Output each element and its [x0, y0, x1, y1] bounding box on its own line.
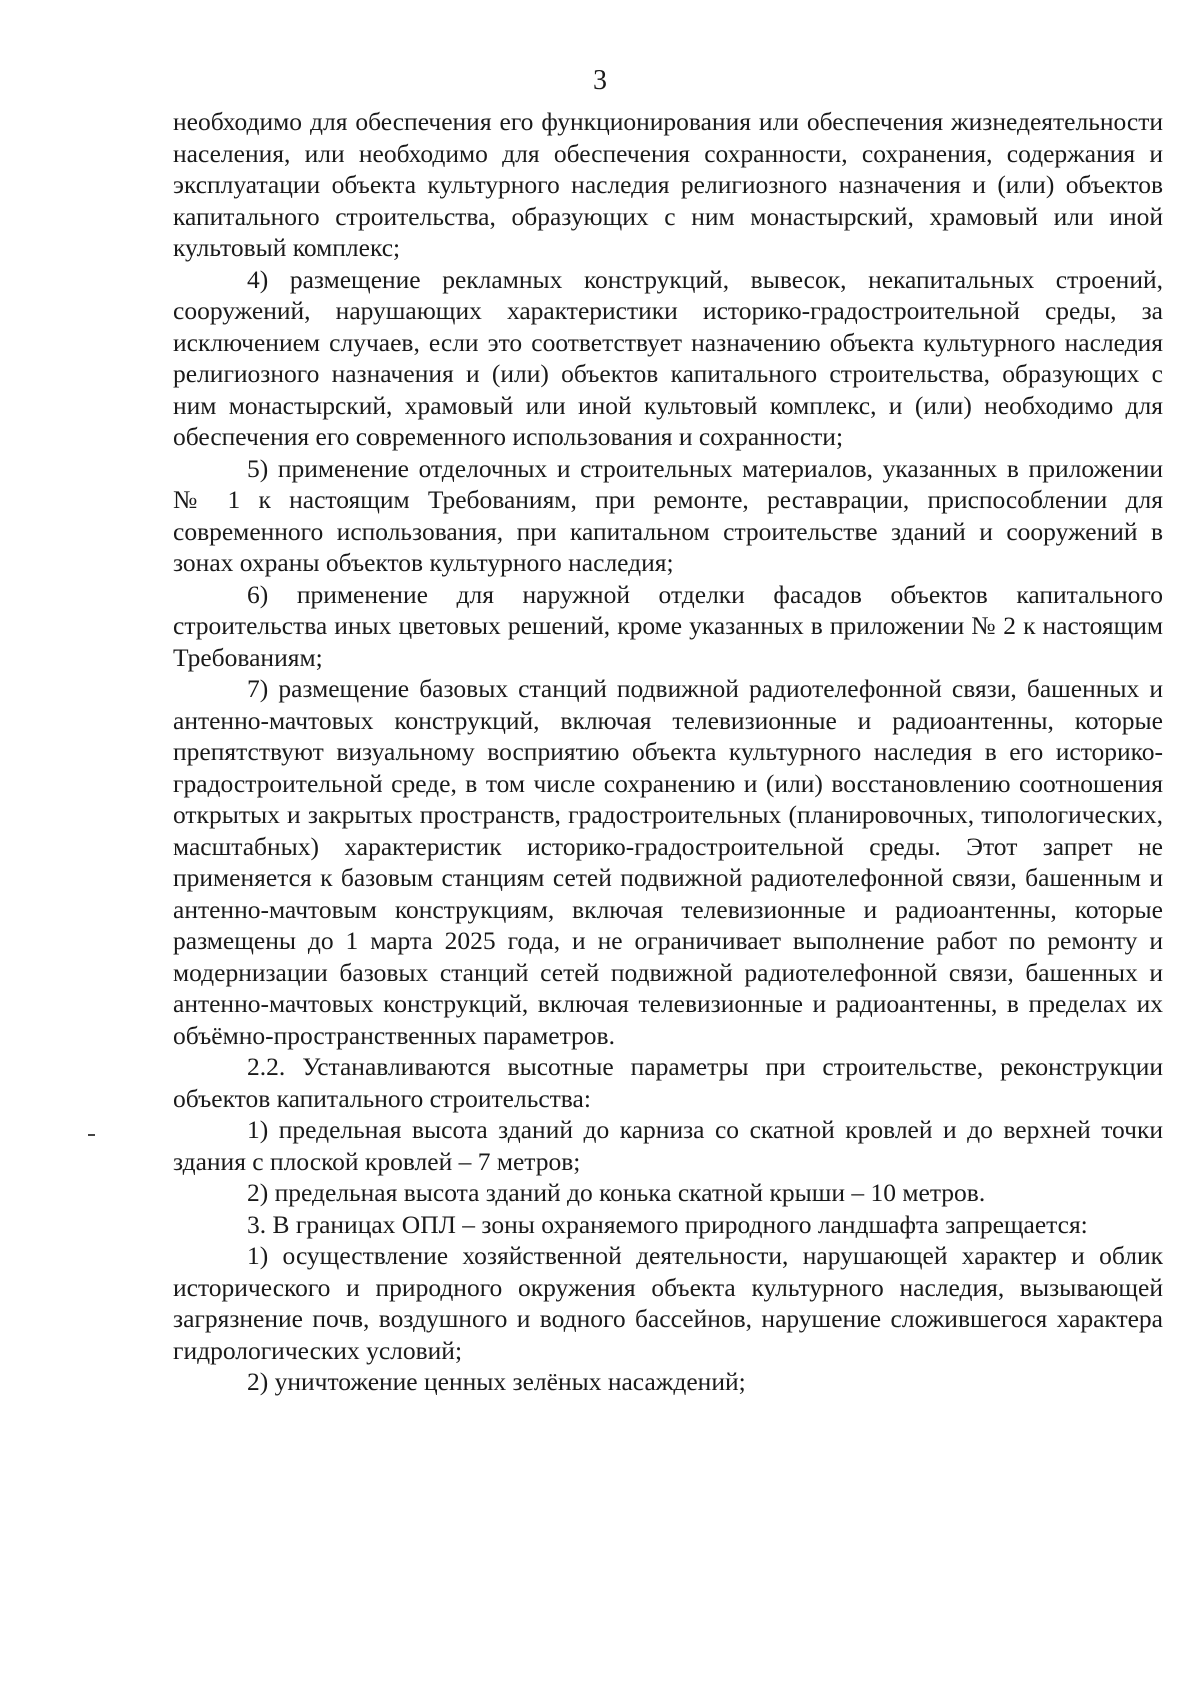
scan-margin-mark	[88, 1134, 95, 1136]
paragraph-continuation: необходимо для обеспечения его функционирования или обеспечения жизнедеятельности населения, или необходимо для обеспечения сохранности, сохранения, содержания и эксплуатации объекта культурного наследия религиозного назначения и (или) объектов капитального строительства, образующих с ним монастырский, храмовый или иной культовый комплекс;	[173, 107, 1163, 262]
paragraph-section-3: 3. В границах ОПЛ – зоны охраняемого природного ландшафта запрещается:	[247, 1209, 1088, 1239]
paragraph-section-3-item-1: 1) осуществление хозяйственной деятельности, нарушающей характер и облик исторического и природного окружения объекта культурного наследия, вызывающей загрязнение почв, воздушного и водного бассейнов, нарушение сложившегося характера гидрологических условий;	[173, 1241, 1163, 1365]
paragraph-section-3-item-2: 2) уничтожение ценных зелёных насаждений;	[247, 1367, 746, 1396]
paragraph-item-6: 6) применение для наружной отделки фасадов объектов капитального строительства иных цветовых решений, кроме указанных в приложении № 2 к настоящим Требованиям;	[173, 579, 1163, 672]
paragraph-height-limit-2: 2) предельная высота зданий до конька скатной крыши – 10 метров.	[247, 1178, 986, 1207]
document-body	[173, 106, 1163, 1398]
paragraph-item-7: 7) размещение базовых станций подвижной радиотелефонной связи, башенных и антенно-мачтовых конструкций, включая телевизионные и радиоантенны, которые препятствуют визуальному восприятию объекта культурного наследия в его историко-градостроительной среде, в том числе сохранению и (или) восстановлению соотношения открытых и закрытых пространств, градостроительных (планировочных, типологических, масштабных) характеристик историко-градостроительной среды. Этот запрет не применяется к базовым станциям сетей подвижной радиотелефонной связи, башенным и антенно-мачтовым конструкциям, включая телевизионные и радиоантенны, которые размещены до 1 марта 2025 года, и не ограничивает выполнение работ по ремонту и модернизации базовых станций сетей подвижной радиотелефонной связи, башенных и антенно-мачтовых конструкций, включая телевизионные и радиоантенны, в пределах их объёмно-пространственных параметров.	[173, 674, 1163, 1050]
paragraph-section-2-2: 2.2. Устанавливаются высотные параметры при строительстве, реконструкции объектов капитального строительства:	[173, 1052, 1163, 1113]
paragraph-item-4: 4) размещение рекламных конструкций, вывесок, некапитальных строений, сооружений, нарушающих характеристики историко-градостроительной среды, за исключением случаев, если это соответствует назначению объекта культурного наследия религиозного назначения и (или) объектов капитального строительства, образующих с ним монастырский, храмовый или иной культовый комплекс, и (или) необходимо для обеспечения его современного использования и сохранности;	[173, 264, 1163, 451]
paragraph-height-limit-1: 1) предельная высота зданий до карниза со скатной кровлей и до верхней точки здания с плоской кровлей – 7 метров;	[173, 1115, 1163, 1176]
page-number: 3	[593, 65, 607, 96]
paragraph-item-5: 5) применение отделочных и строительных материалов, указанных в приложении № 1 к настоящим Требованиям, при ремонте, реставрации, приспособлении для современного использования, при капитальном строительстве зданий и сооружений в зонах охраны объектов культурного наследия;	[173, 453, 1163, 577]
